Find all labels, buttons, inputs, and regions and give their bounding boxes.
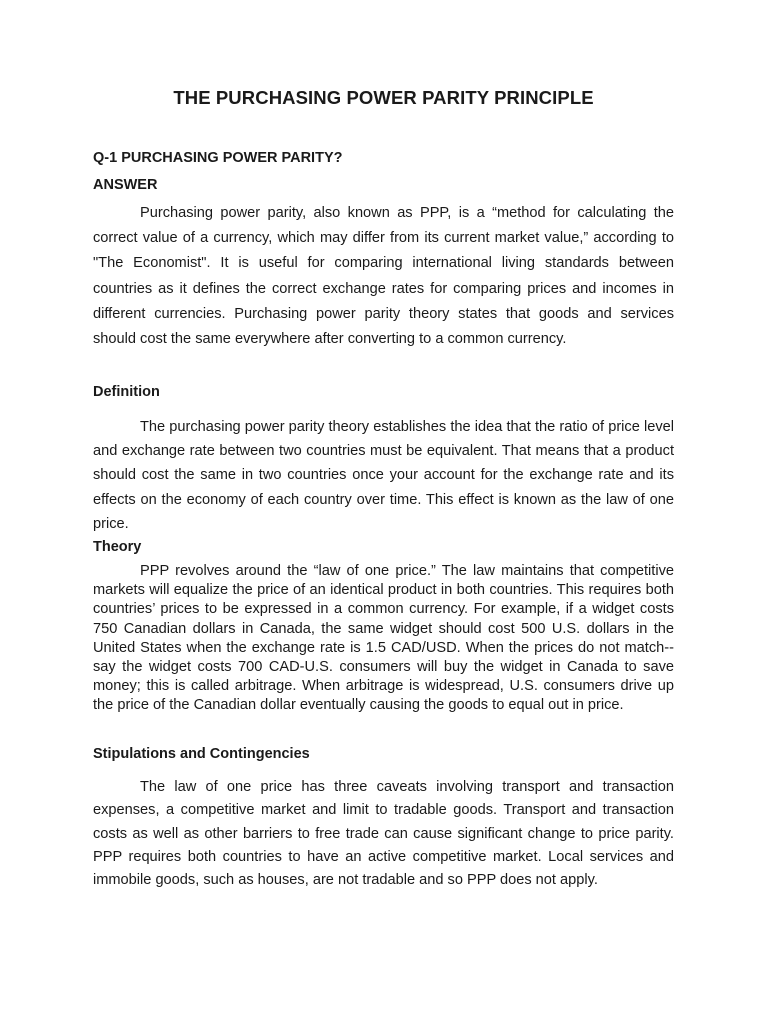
- question-heading: Q-1 PURCHASING POWER PARITY?: [93, 150, 343, 166]
- theory-heading: Theory: [93, 539, 142, 555]
- answer-paragraph: Purchasing power parity, also known as PPP, is a “method for calculating the correct value of a currency, which may differ from its current market value,” according to "The Economist". It is useful for comparing international living standards between countries as it defines the correct exchange rates for comparing prices and incomes in different currencies. Purchasing power parity theory states that goods and services should cost the same everywhere after converting to a common currency.: [93, 205, 674, 348]
- answer-heading: ANSWER: [93, 177, 158, 193]
- stipulations-heading: Stipulations and Contingencies: [93, 746, 310, 762]
- theory-paragraph: PPP revolves around the “law of one price.” The law maintains that competitive markets will equalize the price of an identical product in both countries. This requires both countries’ prices to be expressed in a common currency. For example, if a widget costs 750 Canadian dollars in Canada, the same widget should cost 500 U.S. dollars in the United States when the exchange rate is 1.5 CAD/USD. When the prices do not match--say the widget costs 700 CAD-U.S. consumers will buy the widget in Canada to save money; this is called arbitrage. When arbitrage is widespread, U.S. consumers drive up the price of the Canadian dollar eventually causing the goods to equal out in price.: [93, 563, 674, 714]
- stipulations-paragraph: The law of one price has three caveats involving transport and transaction expenses, a competitive market and limit to tradable goods. Transport and transaction costs as well as other barriers to free trade can cause significant change to price parity. PPP requires both countries to have an active competitive market. Local services and immobile goods, such as houses, are not tradable and so PPP does not apply.: [93, 779, 674, 889]
- page-title: THE PURCHASING POWER PARITY PRINCIPLE: [173, 87, 594, 108]
- definition-heading: Definition: [93, 384, 160, 400]
- definition-paragraph: The purchasing power parity theory establishes the idea that the ratio of price level and exchange rate between two countries must be equivalent. That means that a product should cost the same in two countries once your account for the exchange rate and its effects on the economy of each country over time. This effect is known as the law of one price.: [93, 419, 674, 532]
